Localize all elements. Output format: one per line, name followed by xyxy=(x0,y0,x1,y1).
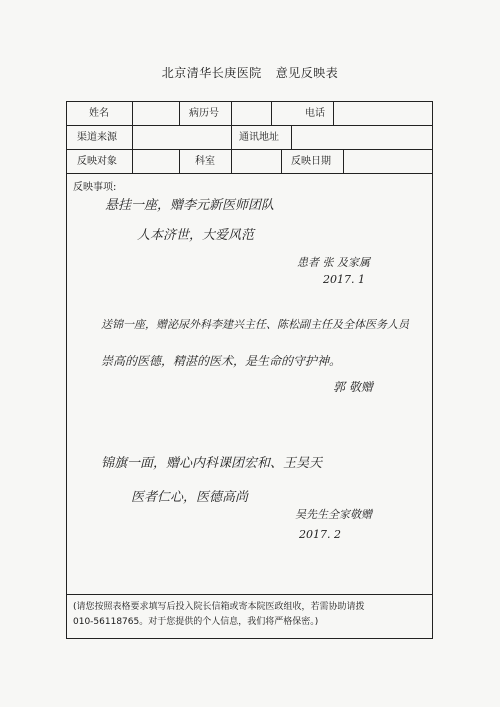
form-name: 意见反映表 xyxy=(275,66,339,80)
entry2-line1: 送锦一座，赠泌尿外科李建兴主任、陈松副主任及全体医务人员 xyxy=(101,318,409,331)
form-row-3 xyxy=(67,150,432,174)
phone-label: 电话 xyxy=(305,108,325,119)
dept-label: 科室 xyxy=(195,156,215,167)
form-row-1 xyxy=(67,102,432,126)
matters-label: 反映事项: xyxy=(73,182,117,193)
entry1-signer: 患者 张 及家属 xyxy=(297,256,370,269)
hospital-name: 北京清华长庚医院 xyxy=(161,66,262,80)
form-row-2 xyxy=(67,126,432,150)
entry3-signer: 吴先生全家敬赠 xyxy=(295,508,372,521)
entry3-date: 2017. 2 xyxy=(299,528,341,541)
address-label: 通讯地址 xyxy=(239,132,279,143)
date-label: 反映日期 xyxy=(291,156,331,167)
footer-note xyxy=(73,600,428,630)
page-title xyxy=(0,64,500,81)
entry1-line1: 悬挂一座，赠李元新医师团队 xyxy=(105,198,275,213)
entry3-line2: 医者仁心，医德高尚 xyxy=(131,490,249,505)
source-label: 渠道来源 xyxy=(77,132,117,143)
subject-label: 反映对象 xyxy=(77,156,117,167)
footer-divider xyxy=(67,594,432,595)
entry2-line2: 崇高的医德，精湛的医术，是生命的守护神。 xyxy=(101,354,342,368)
footer-line1: (请您按照表格要求填写后投入院长信箱或寄本院医政组收，若需协助请拨 xyxy=(73,602,365,612)
entry2-signer: 郭 敬赠 xyxy=(333,380,373,394)
entry3-line1: 锦旗一面，赠心内科课团宏和、王吴天 xyxy=(101,456,323,471)
form-frame xyxy=(66,101,433,639)
entry1-line2: 人本济世，大爱风范 xyxy=(137,228,255,243)
entry1-date: 2017. 1 xyxy=(323,273,365,286)
name-label: 姓名 xyxy=(89,108,109,119)
footer-line2: 010-56118765。对于您提供的个人信息，我们将严格保密。) xyxy=(73,617,319,627)
record-label: 病历号 xyxy=(189,108,219,119)
